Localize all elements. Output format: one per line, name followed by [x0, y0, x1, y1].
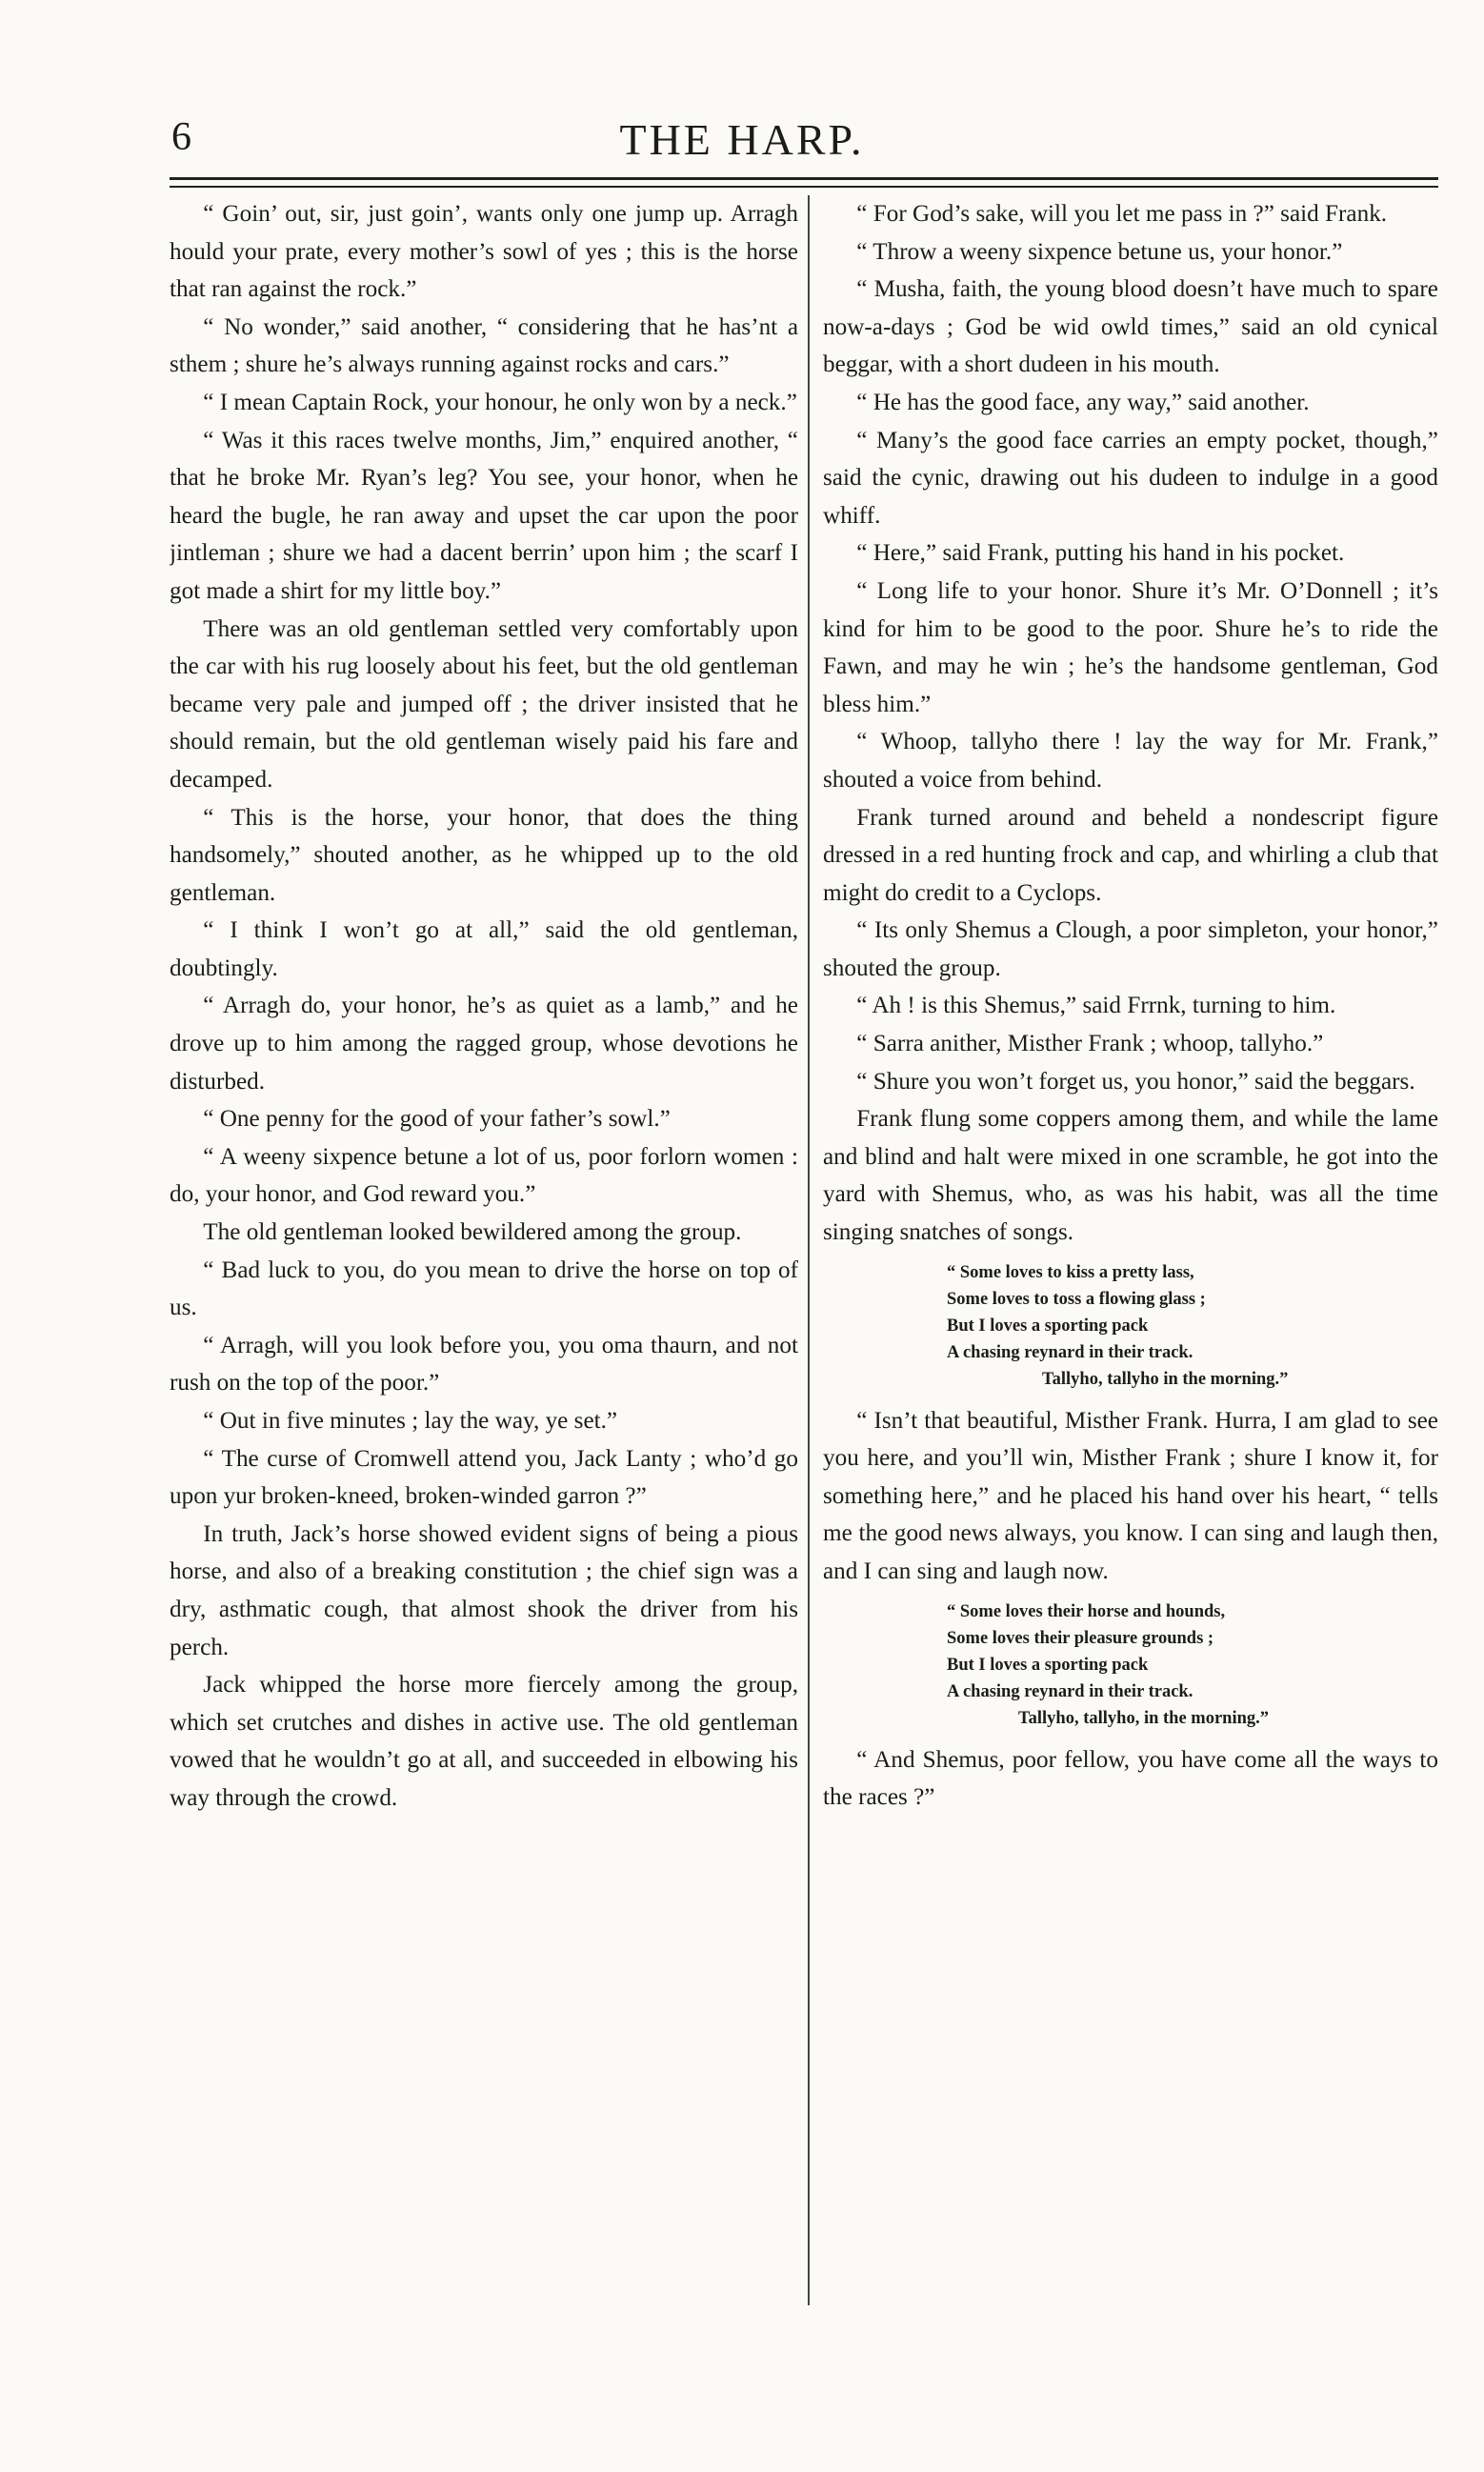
verse-line: Some loves their pleasure grounds ; — [947, 1628, 1214, 1648]
verse-line: But I loves a sporting pack — [947, 1316, 1149, 1336]
verse-line: Some loves to toss a flowing glass ; — [947, 1289, 1206, 1309]
paragraph: “ Was it this races twelve months, Jim,” enquired another, “ that he broke Mr. Ryan’s leg? You see, your honor, when he heard the bugle, he ran away and upset the car upon the poor jintleman ; shure we had a dacent berrin’ upon him ; the scarf I got made a shirt for my little boy.” — [170, 427, 798, 604]
paragraph: “ Its only Shemus a Clough, a poor simpleton, your honor,” shouted the group. — [823, 917, 1438, 981]
page-number: 6 — [171, 115, 191, 159]
paragraph: In truth, Jack’s horse showed evident signs of being a pious horse, and also of a breaking constitution ; the chief sign was a dry, asthmatic cough, that almost shook the driver from his perch. — [170, 1520, 798, 1660]
paragraph: Frank turned around and beheld a nondescript figure dressed in a red hunting frock and cap, and whirling a club that might do credit to a Cyclops. — [823, 804, 1438, 906]
paragraph: “ One penny for the good of your father’s sowl.” — [203, 1106, 671, 1133]
verse-line: “ Some loves to kiss a pretty lass, — [947, 1262, 1194, 1282]
verse-line: A chasing reynard in their track. — [947, 1342, 1193, 1362]
paragraph: There was an old gentleman settled very comfortably upon the car with his rug loosely about his feet, but the old gentleman became very pale and jumped off ; the driver insisted that he should remain, but the old gentleman wisely paid his fare and decamped. — [170, 615, 798, 793]
column-divider — [808, 195, 810, 2305]
verse-line: “ Some loves their horse and hounds, — [947, 1601, 1226, 1621]
journal-title: THE HARP. — [619, 115, 865, 164]
right-column — [823, 195, 1438, 2320]
paragraph: Jack whipped the horse more fiercely among the group, which set crutches and dishes in active use. The old gentleman vowed that he wouldn’t go at all, and succeeded in elbowing his way through the crowd. — [170, 1672, 798, 1811]
paragraph: “ Sarra anither, Misther Frank ; whoop, tallyho.” — [856, 1031, 1324, 1057]
paragraph: “ Isn’t that beautiful, Misther Frank. Hurra, I am glad to see you here, and you’ll win, Misther Frank ; shure I know it, for something here,” and he placed his hand over his heart, “ tells me the good news always, you know. I can sing and laugh then, and I can sing and laugh now. — [823, 1407, 1438, 1584]
left-column — [170, 195, 798, 2320]
verse-line: A chasing reynard in their track. — [947, 1681, 1193, 1701]
paragraph: “ A weeny sixpence betune a lot of us, poor forlorn women : do, your honor, and God reward you.” — [170, 1143, 798, 1208]
paragraph: “ I think I won’t go at all,” said the old gentleman, doubtingly. — [170, 917, 798, 981]
paragraph: “ Ah ! is this Shemus,” said Frrnk, turning to him. — [856, 993, 1336, 1019]
paragraph: “ Many’s the good face carries an empty pocket, though,” said the cynic, drawing out his dudeen to indulge in a good whiff. — [823, 427, 1438, 529]
header-rule — [170, 177, 1438, 180]
paragraph: “ The curse of Cromwell attend you, Jack Lanty ; who’d go upon yur broken-kneed, broken-winded garron ?” — [170, 1445, 798, 1510]
paragraph: “ Long life to your honor. Shure it’s Mr. O’Donnell ; it’s kind for him to be good to the poor. Shure he’s to ride the Fawn, and may he win ; he’s the handsome gentleman, God bless him.” — [823, 577, 1438, 717]
paragraph: The old gentleman looked bewildered among the group. — [203, 1219, 742, 1246]
paragraph: “ Shure you won’t forget us, you honor,” said the beggars. — [856, 1068, 1415, 1095]
paragraph: “ He has the good face, any way,” said another. — [856, 389, 1310, 415]
paragraph: “ Here,” said Frank, putting his hand in his pocket. — [856, 540, 1345, 567]
paragraph: “ Arragh do, your honor, he’s as quiet as a lamb,” and he drove up to him among the ragged group, whose devotions he disturbed. — [170, 993, 798, 1095]
paragraph: “ Bad luck to you, do you mean to drive the horse on top of us. — [170, 1256, 798, 1321]
paragraph: “ Throw a weeny sixpence betune us, your honor.” — [856, 238, 1343, 265]
paragraph: “ No wonder,” said another, “ considering that he has’nt a sthem ; shure he’s always running against rocks and cars.” — [170, 313, 798, 378]
song-verse — [823, 1259, 1438, 1393]
verse-line: Tallyho, tallyho in the morning.” — [1042, 1369, 1289, 1389]
paragraph: “ This is the horse, your honor, that does the thing handsomely,” shouted another, as he whipped up to the old gentleman. — [170, 804, 798, 906]
page-header — [0, 114, 1484, 181]
paragraph: “ Arragh, will you look before you, you oma thaurn, and not rush on the top of the poor.” — [170, 1332, 798, 1397]
header-rule-double — [170, 186, 1438, 188]
song-verse — [823, 1598, 1438, 1732]
verse-line: Tallyho, tallyho, in the morning.” — [1018, 1708, 1269, 1728]
paragraph: “ Whoop, tallyho there ! lay the way for Mr. Frank,” shouted a voice from behind. — [823, 729, 1438, 793]
paragraph: “ And Shemus, poor fellow, you have come all the ways to the races ?” — [823, 1746, 1438, 1811]
paragraph: Frank flung some coppers among them, and while the lame and blind and halt were mixed in one scramble, he got into the yard with Shemus, who, as was his habit, was all the time singing snatches of songs. — [823, 1106, 1438, 1246]
verse-line: But I loves a sporting pack — [947, 1655, 1149, 1675]
paragraph: “ I mean Captain Rock, your honour, he only won by a neck.” — [203, 389, 797, 415]
paragraph: “ Musha, faith, the young blood doesn’t have much to spare now-a-days ; God be wid owld times,” said an old cynical beggar, with a short dudeen in his mouth. — [823, 276, 1438, 378]
paragraph: “ For God’s sake, will you let me pass in ?” said Frank. — [856, 201, 1388, 227]
paragraph: “ Goin’ out, sir, just goin’, wants only one jump up. Arragh hould your prate, every mother’s sowl of yes ; this is the horse that ran against the rock.” — [170, 201, 798, 303]
paragraph: “ Out in five minutes ; lay the way, ye set.” — [203, 1408, 618, 1434]
